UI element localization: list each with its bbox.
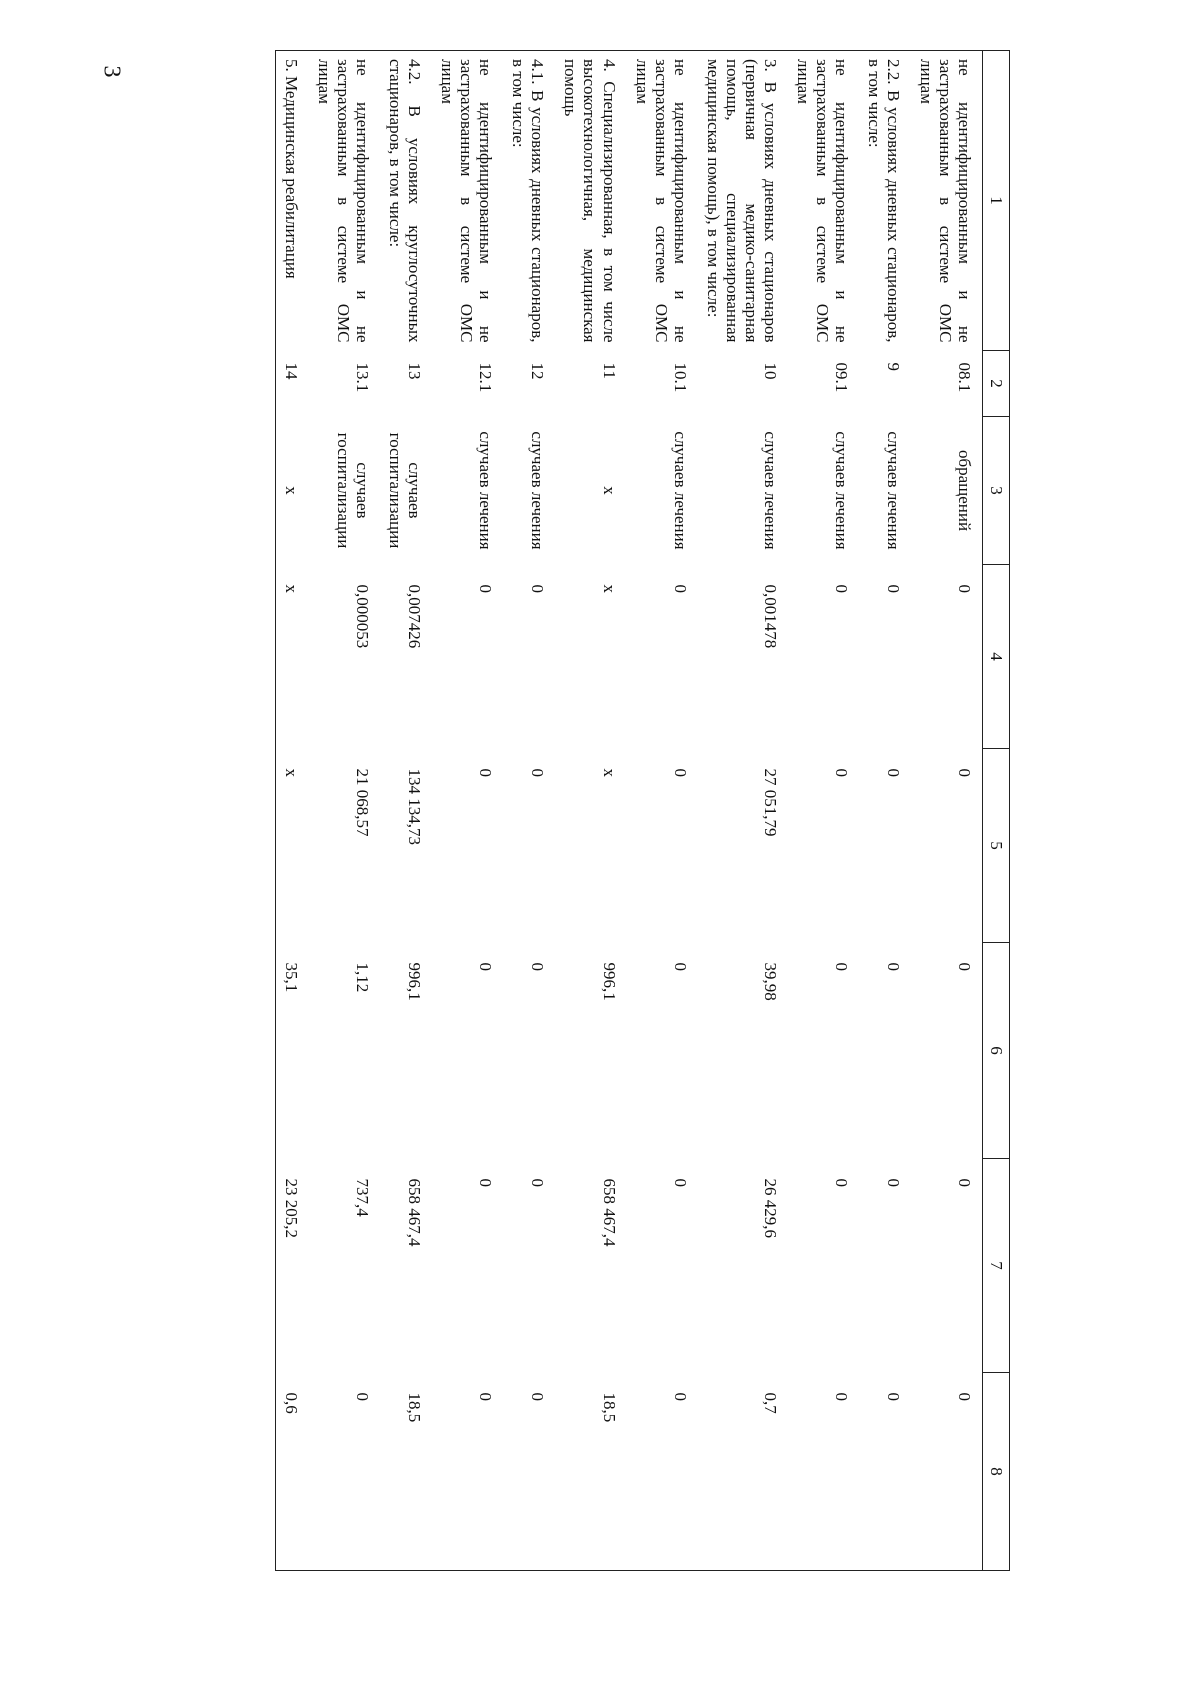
cell-col7: 23 205,2: [276, 1159, 310, 1373]
column-header-5: 5: [983, 749, 1010, 943]
column-header-2: 2: [983, 351, 1010, 417]
row-unit: случаев госпитализации: [386, 432, 425, 549]
table-row: [432, 51, 503, 1571]
cell-col7: 737,4: [353, 1178, 373, 1217]
cell-col8: 18,5: [380, 1373, 432, 1571]
cell-col8: 0: [859, 1373, 911, 1571]
table-row: [627, 51, 698, 1571]
cell-col8: 0: [503, 1373, 555, 1571]
cell-col8: 0: [627, 1373, 698, 1571]
cell-col5: 0: [670, 768, 690, 777]
data-table: [275, 50, 1010, 1571]
cell-col6: 0: [528, 962, 548, 971]
cell-col5: 0: [528, 768, 548, 777]
row-label: 4.2. В условиях круглосуточных стационаров, в том числе:: [380, 51, 432, 351]
row-code: 11: [599, 362, 619, 379]
table-row: [555, 51, 626, 1571]
cell-col7: 26 429,6: [760, 1178, 780, 1238]
row-code: 10: [760, 362, 780, 380]
cell-col4: 0: [955, 584, 974, 593]
column-header-1: 1: [983, 51, 1010, 351]
cell-col7: 0: [670, 1178, 690, 1187]
row-label: 4. Специализированная, в том числе высокотехнологичная, медицинская помощь: [555, 51, 626, 351]
cell-col7: 0: [528, 1178, 548, 1187]
cell-col6: 0: [476, 962, 496, 971]
row-unit: случаев лечения: [831, 431, 851, 550]
row-label: 5. Медицинская реабилитация: [276, 51, 310, 351]
row-label: не идентифицированным и не застрахованным в системе ОМС лицам: [911, 51, 983, 351]
cell-col6: 996,1: [405, 962, 425, 1001]
header-row: [983, 51, 1010, 1571]
rotated-table-container: [170, 50, 1010, 1570]
cell-col5: 0: [476, 768, 496, 777]
cell-col5: 0: [831, 768, 851, 777]
cell-col7: 0: [831, 1178, 851, 1187]
row-code: 12.1: [476, 362, 496, 393]
column-header-8: 8: [983, 1373, 1010, 1571]
row-code: 14: [276, 351, 310, 417]
cell-col5: 27 051,79: [760, 768, 780, 837]
table-row: [788, 51, 859, 1571]
cell-col4: 0: [883, 584, 903, 593]
cell-col7: 0: [883, 1178, 903, 1187]
row-code: 12: [528, 362, 548, 380]
row-unit: обращений: [955, 449, 974, 532]
cell-col7: 0: [955, 1178, 974, 1187]
row-code: 08.1: [955, 362, 974, 393]
column-header-6: 6: [983, 943, 1010, 1159]
cell-col5: 0: [955, 768, 974, 777]
row-label: не идентифицированным и не застрахованным в системе ОМС лицам: [432, 51, 503, 351]
row-unit: случаев лечения: [883, 431, 903, 550]
row-code: 9: [883, 362, 903, 371]
row-code: 13: [405, 362, 425, 380]
cell-col7: 658 467,4: [599, 1178, 619, 1247]
row-label: 4.1. В условиях дневных стационаров, в том числе:: [503, 51, 555, 351]
table-row: [276, 51, 310, 1571]
row-code: 09.1: [831, 362, 851, 393]
cell-col6: 35,1: [276, 943, 310, 1159]
row-code: 10.1: [670, 362, 690, 393]
cell-col8: 0: [911, 1373, 983, 1571]
cell-col5: 134 134,73: [405, 768, 425, 845]
row-unit: х: [276, 417, 310, 565]
row-unit: случаев лечения: [476, 431, 496, 550]
cell-col4: 0: [476, 584, 496, 593]
cell-col7: 0: [476, 1178, 496, 1187]
cell-col5: 0: [883, 768, 903, 777]
row-unit: случаев лечения: [670, 431, 690, 550]
column-header-3: 3: [983, 417, 1010, 565]
table-row: [503, 51, 555, 1571]
row-label: не идентифицированным и не застрахованным в системе ОМС лицам: [788, 51, 859, 351]
table-row: [698, 51, 788, 1571]
table-row: [380, 51, 432, 1571]
cell-col6: 39,98: [760, 962, 780, 1001]
cell-col8: 18,5: [555, 1373, 626, 1571]
table-row: [309, 51, 380, 1571]
cell-col8: 0: [309, 1373, 380, 1571]
row-unit: случаев госпитализации: [334, 432, 373, 549]
cell-col8: 0: [432, 1373, 503, 1571]
cell-col8: 0,6: [276, 1373, 310, 1571]
cell-col6: 996,1: [599, 962, 619, 1001]
cell-col4: 0,007426: [405, 584, 425, 649]
cell-col4: 0: [670, 584, 690, 593]
cell-col4: х: [599, 584, 619, 593]
cell-col6: 0: [670, 962, 690, 971]
cell-col7: 658 467,4: [405, 1178, 425, 1247]
cell-col8: 0: [788, 1373, 859, 1571]
table-row: [911, 51, 983, 1571]
row-label: не идентифицированным и не застрахованным в системе ОМС лицам: [627, 51, 698, 351]
cell-col5: х: [599, 768, 619, 777]
cell-col5: х: [276, 749, 310, 943]
cell-col4: 0: [831, 584, 851, 593]
cell-col4: 0,000053: [353, 584, 373, 649]
row-label: 2.2. В условиях дневных стационаров, в том числе:: [859, 51, 911, 351]
row-unit: х: [599, 486, 619, 495]
row-code: 13.1: [353, 362, 373, 393]
row-unit: случаев лечения: [760, 431, 780, 550]
cell-col4: 0,001478: [760, 584, 780, 649]
row-label: 3. В условиях дневных стационаров (первичная медико-санитарная помощь, специализированная медицинская помощь), в том числе:: [698, 51, 788, 351]
row-label: не идентифицированным и не застрахованным в системе ОМС лицам: [309, 51, 380, 351]
cell-col5: 21 068,57: [353, 768, 373, 837]
column-header-4: 4: [983, 565, 1010, 749]
page-number: 3: [98, 65, 125, 78]
row-unit: случаев лечения: [528, 431, 548, 550]
cell-col8: 0,7: [698, 1373, 788, 1571]
cell-col6: 0: [883, 962, 903, 971]
cell-col4: х: [276, 565, 310, 749]
cell-col6: 0: [831, 962, 851, 971]
cell-col6: 1,12: [353, 962, 373, 993]
cell-col6: 0: [955, 962, 974, 971]
cell-col4: 0: [528, 584, 548, 593]
column-header-7: 7: [983, 1159, 1010, 1373]
table-row: [859, 51, 911, 1571]
